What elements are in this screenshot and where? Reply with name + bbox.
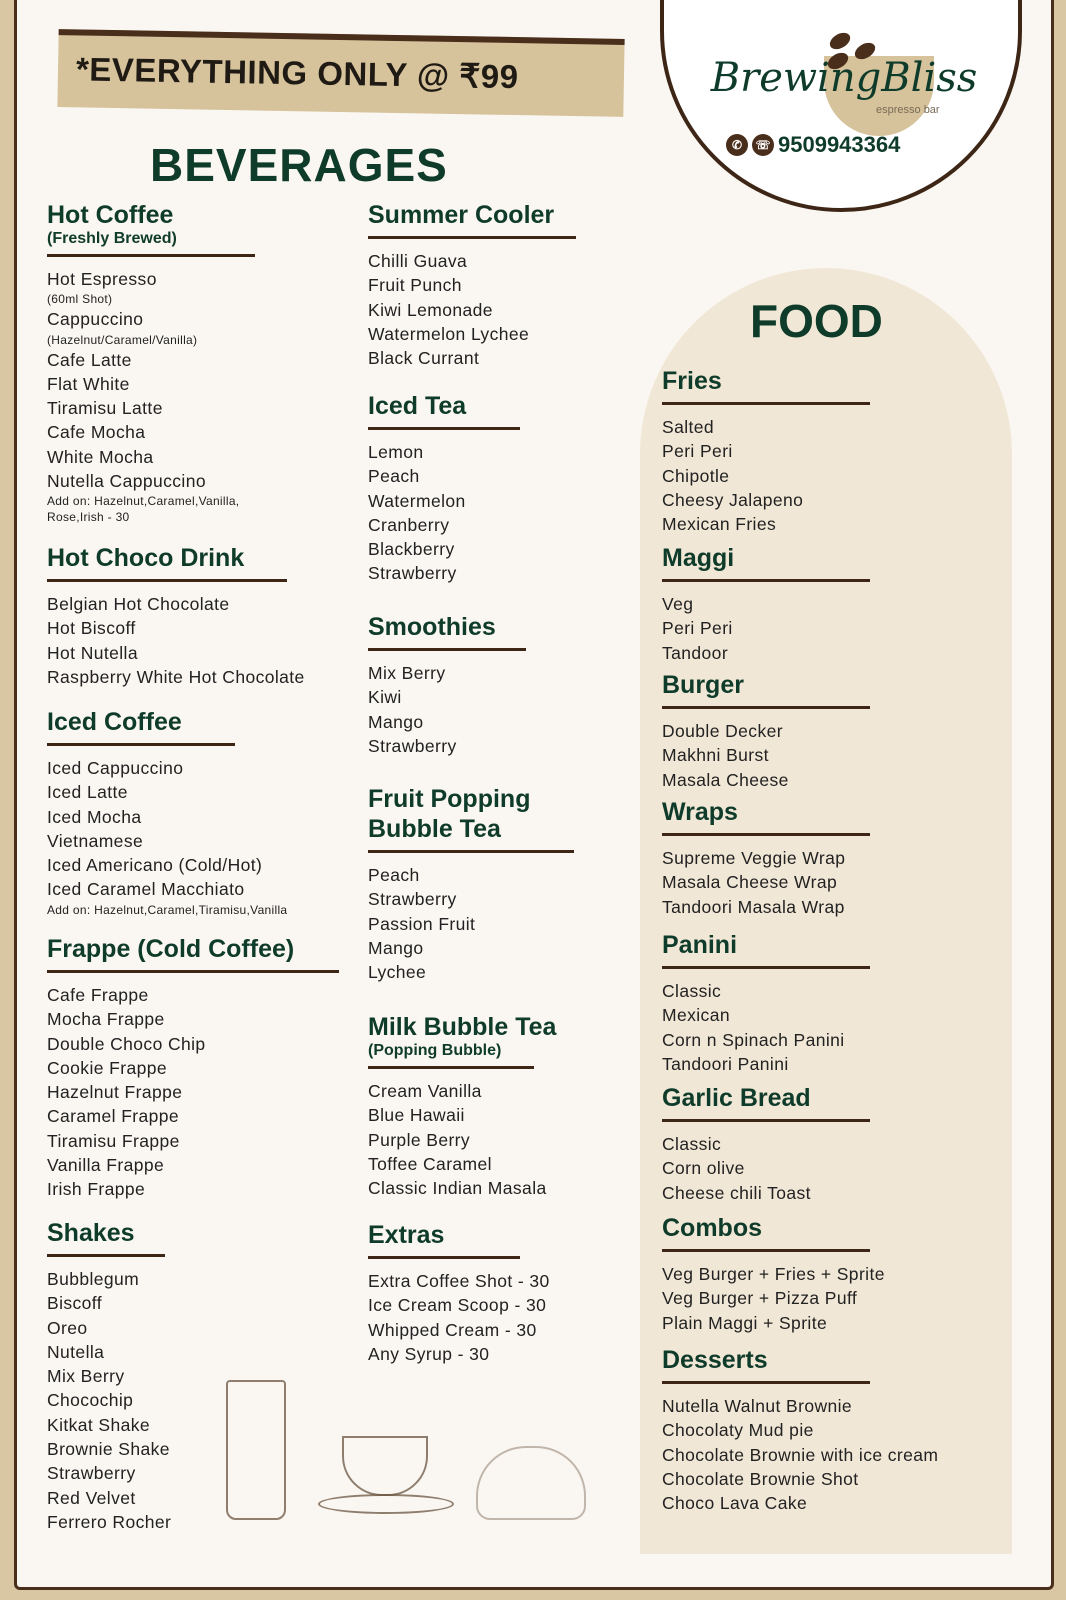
menu-section-hot-coffee (47, 200, 255, 525)
menu-item: Extra Coffee Shot - 30 (368, 1271, 550, 1291)
menu-item: Strawberry (368, 563, 457, 584)
menu-item: Chocolaty Mud pie (662, 1420, 814, 1441)
menu-section-iced-coffee (47, 707, 287, 918)
menu-item: Tandoor (662, 642, 729, 663)
phone-icon: ☏ (752, 134, 774, 156)
menu-item: Iced Americano (Cold/Hot) (47, 855, 263, 876)
menu-item: Hot Biscoff (47, 618, 136, 639)
menu-item: Mango (368, 711, 424, 732)
menu-item: Nutella Walnut Brownie (662, 1396, 853, 1416)
section-divider (368, 1066, 534, 1069)
menu-section-shakes (47, 1218, 171, 1534)
menu-item: Masala Cheese Wrap (662, 872, 838, 893)
menu-item: Any Syrup - 30 (368, 1343, 490, 1364)
menu-item: Tiramisu Latte (47, 398, 163, 419)
phone-contact[interactable]: ✆ ☏ 9509943364 (726, 132, 900, 158)
menu-item: Corn olive (662, 1158, 745, 1179)
menu-section-smoothies (368, 612, 526, 758)
menu-item: Passion Fruit (368, 913, 476, 934)
menu-item: Flat White (47, 373, 130, 394)
menu-item: Iced Latte (47, 782, 128, 803)
menu-item: Chipotle (662, 465, 730, 486)
menu-item: Kitkat Shake (47, 1414, 151, 1435)
menu-item: Hazelnut Frappe (47, 1082, 183, 1103)
menu-item: Iced Caramel Macchiato (47, 879, 245, 900)
menu-section-burger (662, 670, 870, 792)
menu-item: Peach (368, 466, 420, 487)
menu-item: Chocochip (47, 1390, 134, 1411)
menu-item: Blue Hawaii (368, 1105, 465, 1126)
section-title: Wraps (662, 798, 738, 826)
section-title: Garlic Bread (662, 1084, 811, 1112)
menu-section-frappe (47, 934, 339, 1202)
menu-item: Mexican Fries (662, 514, 777, 535)
menu-item: Strawberry (368, 735, 457, 756)
menu-item: Red Velvet (47, 1487, 136, 1508)
section-divider (662, 706, 870, 709)
menu-item: Tiramisu Frappe (47, 1130, 180, 1151)
menu-item: Kiwi (368, 687, 402, 708)
menu-section-extras (368, 1220, 550, 1366)
menu-item: Toffee Caramel (368, 1153, 492, 1174)
menu-item: Classic (662, 981, 722, 1001)
section-title: Extras (368, 1221, 445, 1249)
milkshake-glass-icon (226, 1380, 286, 1520)
menu-item: Black Currant (368, 348, 480, 369)
menu-item: Kiwi Lemonade (368, 299, 493, 320)
menu-section-iced-tea (368, 391, 520, 586)
section-title: Summer Cooler (368, 201, 555, 229)
menu-item: Mocha Frappe (47, 1009, 165, 1030)
add-on-note: Add on: Hazelnut,Caramel,Tiramisu,Vanilla (47, 902, 288, 917)
menu-item: Blackberry (368, 539, 455, 560)
menu-item: Classic Indian Masala (368, 1178, 547, 1199)
menu-item: Makhni Burst (662, 745, 769, 766)
brand-name: BrewingBliss (710, 55, 978, 101)
menu-item: White Mocha (47, 446, 154, 467)
menu-item: Raspberry White Hot Chocolate (47, 666, 305, 687)
section-title: Bubble Tea (368, 815, 501, 843)
menu-item: Double Decker (662, 721, 783, 741)
menu-item: Purple Berry (368, 1129, 471, 1150)
menu-section-milk-bubble (368, 1012, 557, 1200)
section-divider (662, 579, 870, 582)
section-title: Maggi (662, 544, 735, 572)
menu-item: Lemon (368, 442, 424, 462)
section-divider (368, 1256, 520, 1259)
food-title: FOOD (750, 295, 883, 347)
menu-item: Tandoori Panini (662, 1053, 789, 1074)
menu-item: Caramel Frappe (47, 1106, 180, 1127)
menu-item: Cafe Latte (47, 349, 132, 370)
menu-item: Strawberry (368, 889, 457, 910)
menu-item: Lychee (368, 962, 427, 983)
menu-item: Hot Espresso (47, 269, 157, 289)
menu-item: Chocolate Brownie with ice cream (662, 1444, 939, 1465)
saucer-icon (318, 1494, 454, 1514)
menu-item: Peri Peri (662, 441, 733, 462)
section-title: Desserts (662, 1346, 768, 1374)
menu-item: Biscoff (47, 1293, 103, 1314)
section-title: Burger (662, 671, 744, 699)
menu-item: Vanilla Frappe (47, 1155, 165, 1176)
menu-item: Cookie Frappe (47, 1057, 167, 1078)
section-title: Frappe (Cold Coffee) (47, 935, 295, 963)
menu-item: Mix Berry (368, 663, 446, 683)
section-title: Smoothies (368, 613, 496, 641)
menu-item: Chocolate Brownie Shot (662, 1468, 859, 1489)
section-title: Panini (662, 931, 738, 959)
section-divider (662, 1249, 870, 1252)
menu-section-fries (662, 366, 870, 536)
section-title: Combos (662, 1214, 762, 1242)
menu-item: Fruit Punch (368, 275, 462, 296)
section-title: Hot Coffee (47, 201, 174, 229)
menu-item: Vietnamese (47, 830, 144, 851)
section-title: Fries (662, 367, 722, 395)
menu-item: Watermelon Lychee (368, 323, 530, 344)
section-divider (662, 1119, 870, 1122)
menu-item: Mango (368, 937, 424, 958)
section-title: Iced Coffee (47, 708, 182, 736)
menu-item: Mix Berry (47, 1366, 125, 1387)
menu-section-garlic-bread (662, 1083, 870, 1205)
section-title: Fruit Popping (368, 785, 531, 813)
menu-item: Strawberry (47, 1463, 136, 1484)
section-divider (368, 850, 574, 853)
menu-item: Belgian Hot Chocolate (47, 594, 230, 614)
menu-item: Cafe Mocha (47, 422, 146, 443)
menu-item: Cream Vanilla (368, 1081, 482, 1101)
whatsapp-icon: ✆ (726, 134, 748, 156)
menu-item: Cafe Frappe (47, 985, 149, 1005)
menu-item: Hot Nutella (47, 642, 138, 663)
menu-item: Brownie Shake (47, 1439, 170, 1460)
section-divider (662, 402, 870, 405)
add-on-note: Rose,Irish - 30 (47, 510, 130, 525)
section-divider (368, 648, 526, 651)
menu-item: Oreo (47, 1317, 88, 1338)
menu-section-wraps (662, 797, 870, 919)
section-divider (47, 970, 339, 973)
beverages-title: BEVERAGES (150, 139, 448, 191)
section-title: Milk Bubble Tea (368, 1013, 557, 1041)
menu-section-hot-choco (47, 543, 305, 689)
section-title: Shakes (47, 1219, 135, 1247)
menu-item: Cranberry (368, 514, 450, 535)
menu-item: Peach (368, 865, 420, 885)
menu-item: Irish Frappe (47, 1179, 146, 1200)
menu-section-summer-cooler (368, 200, 576, 370)
section-divider (368, 427, 520, 430)
coffee-bean-icon (827, 29, 853, 52)
menu-item: Peri Peri (662, 618, 733, 639)
menu-item: Cheese chili Toast (662, 1182, 811, 1203)
menu-item: Veg Burger + Fries + Sprite (662, 1264, 885, 1284)
item-note: (Hazelnut/Caramel/Vanilla) (47, 332, 198, 347)
menu-item: Chilli Guava (368, 251, 468, 271)
menu-item: Choco Lava Cake (662, 1493, 808, 1514)
section-subtitle: (Freshly Brewed) (47, 230, 177, 247)
menu-item: Nutella Cappuccino (47, 471, 206, 492)
section-divider (662, 966, 870, 969)
section-divider (662, 1381, 870, 1384)
menu-item: Nutella (47, 1341, 105, 1362)
section-divider (47, 743, 235, 746)
menu-section-fruit-popping (368, 784, 574, 984)
section-subtitle: (Popping Bubble) (368, 1042, 502, 1059)
section-divider (368, 236, 576, 239)
menu-section-desserts (662, 1345, 938, 1515)
section-divider (662, 833, 870, 836)
menu-item: Mexican (662, 1005, 730, 1026)
menu-item: Whipped Cream - 30 (368, 1319, 537, 1340)
menu-item: Cheesy Jalapeno (662, 489, 804, 510)
menu-item: Ferrero Rocher (47, 1511, 172, 1532)
menu-item: Tandoori Masala Wrap (662, 896, 845, 917)
menu-item: Cappuccino (47, 309, 144, 330)
menu-item: Bubblegum (47, 1269, 140, 1289)
brand-tagline: espresso bar (876, 104, 940, 116)
section-divider (47, 1254, 165, 1257)
menu-item: Classic (662, 1134, 722, 1154)
menu-item: Corn n Spinach Panini (662, 1029, 845, 1050)
menu-item: Veg Burger + Pizza Puff (662, 1288, 858, 1309)
menu-item: Plain Maggi + Sprite (662, 1312, 828, 1333)
menu-item: Double Choco Chip (47, 1033, 206, 1054)
menu-item: Masala Cheese (662, 769, 789, 790)
section-divider (47, 254, 255, 257)
section-divider (47, 579, 287, 582)
menu-item: Iced Mocha (47, 806, 142, 827)
menu-item: Supreme Veggie Wrap (662, 848, 846, 868)
section-title: Hot Choco Drink (47, 544, 245, 572)
section-title: Iced Tea (368, 392, 467, 420)
menu-item: Ice Cream Scoop - 30 (368, 1295, 547, 1316)
menu-item: Watermelon (368, 490, 466, 511)
price-banner: *EVERYTHING ONLY @ ₹99 (57, 29, 624, 117)
menu-item: Salted (662, 417, 715, 437)
menu-section-maggi (662, 543, 870, 665)
menu-item: Veg (662, 594, 694, 614)
menu-item: Iced Cappuccino (47, 758, 184, 778)
menu-section-combos (662, 1213, 885, 1335)
item-note: (60ml Shot) (47, 292, 113, 307)
add-on-note: Add on: Hazelnut,Caramel,Vanilla, (47, 494, 240, 509)
menu-section-panini (662, 930, 870, 1076)
